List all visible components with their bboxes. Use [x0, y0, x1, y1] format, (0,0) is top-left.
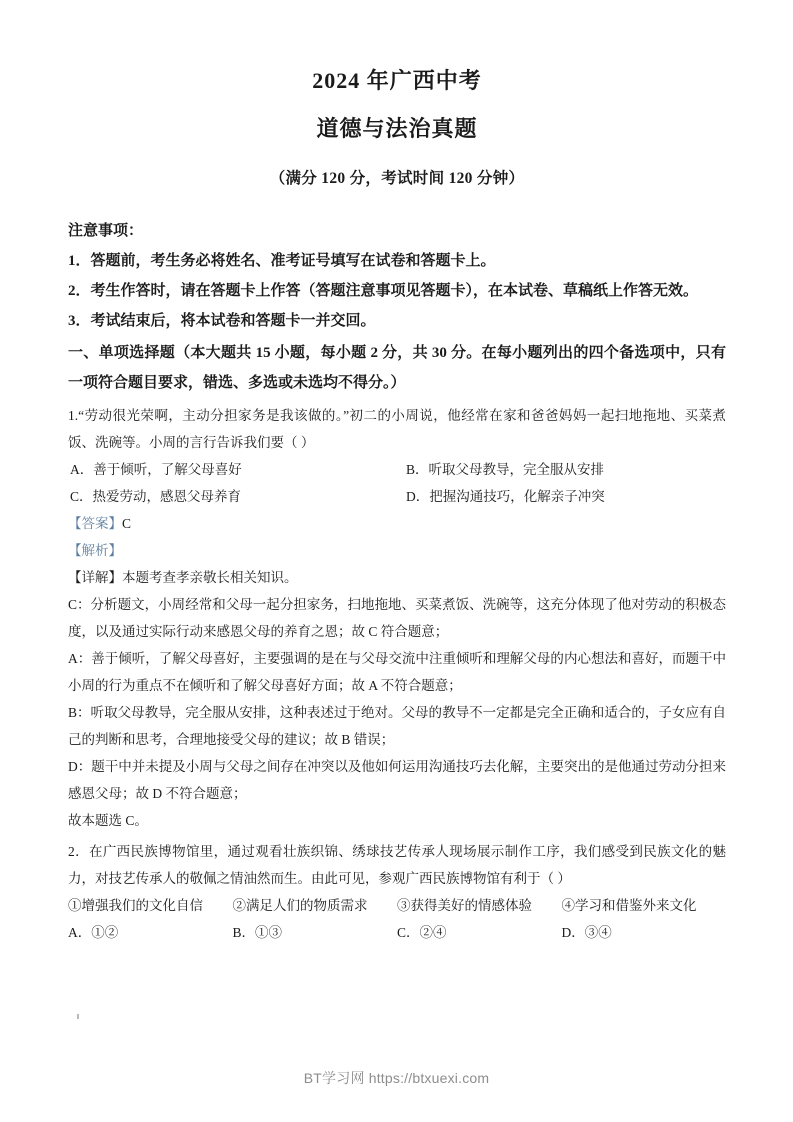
question-2-item-4: ④学习和借鉴外来文化: [561, 898, 697, 913]
question-2-item-1: ①增强我们的文化自信: [68, 898, 203, 913]
question-1-option-b[interactable]: B．听取父母教导，完全服从安排: [406, 462, 605, 477]
section-heading-single-choice: 一、单项选择题（本大题共 15 小题，每小题 2 分，共 30 分。在每小题列出的四个备选项中，只有一项符合题目要求，错选、多选或未选均不得分。）: [68, 345, 726, 391]
question-2-options-row: [68, 919, 726, 946]
notice-item-1: 1．答题前，考生务必将姓名、准考证号填写在试卷和答题卡上。: [68, 253, 496, 269]
question-2-option-d[interactable]: D．③④: [561, 925, 612, 940]
question-2-item-3: ③获得美好的情感体验: [397, 898, 532, 913]
notice-block: [68, 216, 726, 336]
question-1-detail-d: D：题干中并未提及小周与父母之间存在冲突以及他如何运用沟通技巧去化解，主要突出的是他通过劳动分担来感恩父母；故 D 不符合题意；: [68, 759, 726, 801]
question-2-option-b[interactable]: B．①③: [232, 925, 283, 940]
scan-artifact-dot: [77, 1014, 79, 1019]
question-1-options-row-2: [68, 483, 726, 510]
question-1-analysis-line: [68, 537, 726, 564]
document-content: [68, 0, 726, 946]
question-1-stem: 1.“劳动很光荣啊，主动分担家务是我该做的。”初二的小周说，他经常在家和爸爸妈妈一起扫地拖地、买菜煮饭、洗碗等。小周的言行告诉我们要（ ）: [68, 408, 726, 450]
answer-value: C: [122, 516, 132, 531]
question-1-detail-intro: [68, 564, 726, 591]
question-1-answer-line: [68, 510, 726, 537]
question-2: [68, 838, 726, 946]
question-1-detail-conclusion: 故本题选 C。: [68, 813, 148, 828]
question-2-option-c[interactable]: C．②④: [397, 925, 447, 940]
detail-tag: 【详解】: [68, 570, 122, 585]
footer-watermark: BT学习网 https://btxuexi.com: [303, 1070, 490, 1086]
notice-heading: 注意事项：: [68, 223, 144, 239]
question-2-option-a[interactable]: A．①②: [68, 925, 119, 940]
answer-tag: 【答案】: [68, 516, 122, 531]
document-title-line2: 道德与法治真题: [316, 116, 478, 141]
analysis-tag: 【解析】: [68, 543, 122, 558]
question-1-option-d[interactable]: D．把握沟通技巧，化解亲子冲突: [406, 489, 605, 504]
detail-intro-text: 本题考查孝亲敬长相关知识。: [122, 570, 298, 585]
question-1: [68, 402, 726, 834]
question-1-detail-c: C：分析题文，小周经常和父母一起分担家务，扫地拖地、买菜煮饭、洗碗等，这充分体现了他对劳动的积极态度，以及通过实际行动来感恩父母的养育之恩；故 C 符合题意；: [68, 597, 726, 639]
question-1-detail-b: B：听取父母教导，完全服从安排，这种表述过于绝对。父母的教导不一定都是完全正确和适合的，子女应有自己的判断和思考，合理地接受父母的建议；故 B 错误；: [68, 705, 726, 747]
document-subtitle: （满分 120 分，考试时间 120 分钟）: [269, 170, 525, 187]
notice-item-3: 3．考试结束后，将本试卷和答题卡一并交回。: [68, 313, 376, 329]
question-1-option-a[interactable]: A．善于倾听，了解父母喜好: [70, 462, 242, 477]
notice-item-2: 2．考生作答时，请在答题卡上作答（答题注意事项见答题卡），在本试卷、草稿纸上作答无效。: [68, 283, 699, 299]
document-title-line1: 2024 年广西中考: [312, 68, 482, 93]
title-block: [68, 64, 726, 192]
question-1-option-c[interactable]: C．热爱劳动，感恩父母养育: [70, 489, 242, 504]
question-2-stem: 2．在广西民族博物馆里，通过观看壮族织锦、绣球技艺传承人现场展示制作工序，我们感受到民族文化的魅力，对技艺传承人的敬佩之情油然而生。由此可见，参观广西民族博物馆有利于（ ）: [68, 844, 726, 886]
question-1-detail-a: A：善于倾听，了解父母喜好，主要强调的是在与父母交流中注重倾听和理解父母的内心想法和喜好，而题干中小周的行为重点不在倾听和了解父母喜好方面；故 A 不符合题意；: [68, 651, 726, 693]
question-1-options-row-1: [68, 456, 726, 483]
question-2-items-row: [68, 892, 726, 919]
question-2-item-2: ②满足人们的物质需求: [232, 898, 368, 913]
